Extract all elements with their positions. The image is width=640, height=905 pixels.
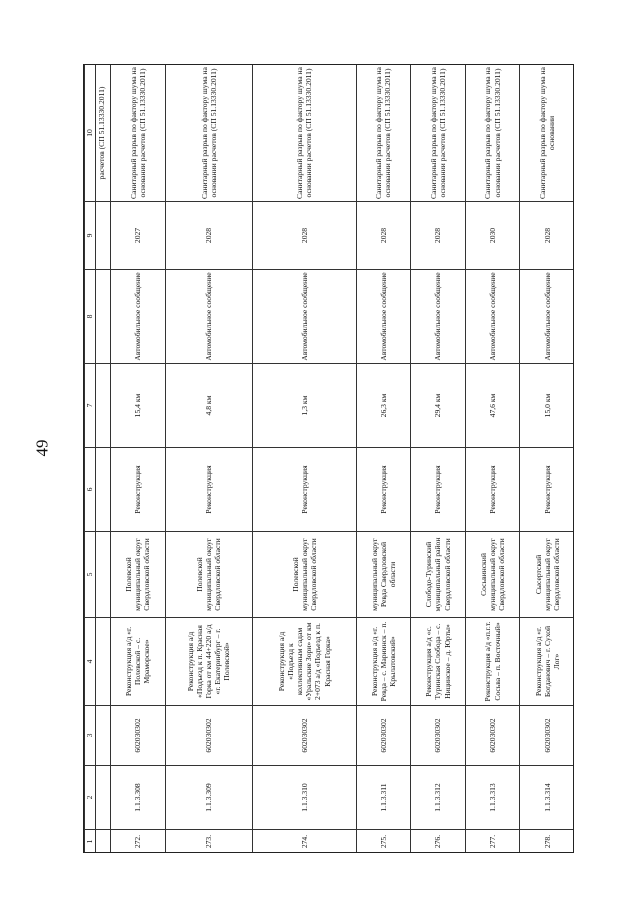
table-row (520, 65, 574, 854)
header-row (85, 65, 96, 854)
cell-municipality: Сосьвинский муниципальный округ Свердловской области (465, 532, 520, 618)
table-row (465, 65, 520, 854)
cell-work-type: Реконструкция (111, 448, 166, 532)
page-number: 49 (32, 439, 52, 457)
cell-classifier: 602030302 (252, 706, 356, 766)
cell-year: 2028 (411, 202, 466, 270)
table-row (111, 65, 166, 854)
cell-object-name: Реконструкция а/д «г. Полевской – с. Мраморское» (111, 618, 166, 706)
header-cell: 3 (85, 706, 96, 766)
cell-code: 1.1.3.313 (465, 766, 520, 830)
cell-object-name: Реконструкция а/д «с. Туринская Слобода – с. Ницинское – д. Юрты» (411, 618, 466, 706)
cell-year: 2028 (165, 202, 252, 270)
cell-object-name: Реконструкция а/д «г. Ревда – с. Мариинск – п. Крылатовский» (356, 618, 411, 706)
cell-length: 15,4 км (111, 364, 166, 448)
cell-number: 275. (356, 830, 411, 854)
cell-year: 2028 (520, 202, 574, 270)
header-cell: 10 (85, 65, 96, 202)
header-cell: 8 (85, 270, 96, 364)
cell-classifier: 602030302 (356, 706, 411, 766)
road-reconstruction-table (84, 64, 574, 853)
cell-year: 2028 (356, 202, 411, 270)
cell-length: 1,3 км (252, 364, 356, 448)
rotated-table-container (84, 65, 574, 853)
cell-municipality: Полевской муниципальный округ Свердловской области (111, 532, 166, 618)
cell-classifier: 602030302 (411, 706, 466, 766)
cell-number: 274. (252, 830, 356, 854)
cell-code: 1.1.3.311 (356, 766, 411, 830)
cell-zone: Санитарный разрыв по фактору шума на основании расчетов (СП 51.13330.2011) (111, 65, 166, 202)
header-cell: 1 (85, 830, 96, 854)
header-cell: 6 (85, 448, 96, 532)
table-row (411, 65, 466, 854)
cell-classifier: 602030302 (465, 706, 520, 766)
cell-zone: Санитарный разрыв по фактору шума на основании (520, 65, 574, 202)
table-row (356, 65, 411, 854)
cell-work-type: Реконструкция (465, 448, 520, 532)
cell-year: 2027 (111, 202, 166, 270)
cell-zone: Санитарный разрыв по фактору шума на основании расчетов (СП 51.13330.2011) (411, 65, 466, 202)
cell-length: 15,0 км (520, 364, 574, 448)
cell-purpose: Автомобильное сообщение (252, 270, 356, 364)
cell-length: 4,8 км (165, 364, 252, 448)
cell-code: 1.1.3.312 (411, 766, 466, 830)
continuation-cell: расчетов (СП 51.13330.2011) (96, 65, 111, 202)
cell-purpose: Автомобильное сообщение (356, 270, 411, 364)
cell-classifier: 602030302 (520, 706, 574, 766)
cell-code: 1.1.3.309 (165, 766, 252, 830)
cell-municipality: Полевской муниципальный округ Свердловской области (165, 532, 252, 618)
cell-classifier: 602030302 (111, 706, 166, 766)
cell-year: 2028 (252, 202, 356, 270)
cell-municipality: Полевской муниципальный округ Свердловской области (252, 532, 356, 618)
cell-object-name: Реконструкция а/д «Подъезд к коллективным садам «Уральские Зори» от км 2+073 а/д «Подъезд к п. Красная Горка» (252, 618, 356, 706)
cell-length: 26,3 км (356, 364, 411, 448)
continuation-row (96, 65, 111, 854)
cell-purpose: Автомобильное сообщение (465, 270, 520, 364)
header-cell: 4 (85, 618, 96, 706)
cell-code: 1.1.3.314 (520, 766, 574, 830)
cell-work-type: Реконструкция (165, 448, 252, 532)
cell-classifier: 602030302 (165, 706, 252, 766)
cell-object-name: Реконструкция а/д «г. Богданович – г. Сухой Лог» (520, 618, 574, 706)
cell-zone: Санитарный разрыв по фактору шума на основании расчетов (СП 51.13330.2011) (465, 65, 520, 202)
cell-object-name: Реконструкция а/д «п.г.т. Сосьва – п. Восточный» (465, 618, 520, 706)
cell-code: 1.1.3.310 (252, 766, 356, 830)
cell-number: 278. (520, 830, 574, 854)
cell-object-name: Реконструкция а/д «Подъезд к п. Красная Горка от км 44+220 а/д «г. Екатеринбург – г. Полевской» (165, 618, 252, 706)
cell-municipality: Сысертский муниципальный округ Свердловской области (520, 532, 574, 618)
cell-length: 29,4 км (411, 364, 466, 448)
header-cell: 7 (85, 364, 96, 448)
table-row (165, 65, 252, 854)
header-cell: 9 (85, 202, 96, 270)
header-cell: 2 (85, 766, 96, 830)
cell-purpose: Автомобильное сообщение (411, 270, 466, 364)
cell-work-type: Реконструкция (252, 448, 356, 532)
cell-purpose: Автомобильное сообщение (520, 270, 574, 364)
header-cell: 5 (85, 532, 96, 618)
cell-number: 273. (165, 830, 252, 854)
cell-length: 47,6 км (465, 364, 520, 448)
table-row (252, 65, 356, 854)
cell-zone: Санитарный разрыв по фактору шума на основании расчетов (СП 51.13330.2011) (165, 65, 252, 202)
cell-number: 272. (111, 830, 166, 854)
cell-work-type: Реконструкция (356, 448, 411, 532)
document-table-frame (83, 64, 574, 853)
cell-zone: Санитарный разрыв по фактору шума на основании расчетов (СП 51.13330.2011) (252, 65, 356, 202)
cell-municipality: Слободо-Туринский муниципальный район Свердловской области (411, 532, 466, 618)
cell-zone: Санитарный разрыв по фактору шума на основании расчетов (СП 51.13330.2011) (356, 65, 411, 202)
cell-number: 277. (465, 830, 520, 854)
cell-work-type: Реконструкция (411, 448, 466, 532)
cell-purpose: Автомобильное сообщение (165, 270, 252, 364)
cell-work-type: Реконструкция (520, 448, 574, 532)
cell-purpose: Автомобильное сообщение (111, 270, 166, 364)
cell-number: 276. (411, 830, 466, 854)
cell-code: 1.1.3.308 (111, 766, 166, 830)
cell-municipality: муниципальный округ Ревда Свердловской области (356, 532, 411, 618)
cell-year: 2030 (465, 202, 520, 270)
